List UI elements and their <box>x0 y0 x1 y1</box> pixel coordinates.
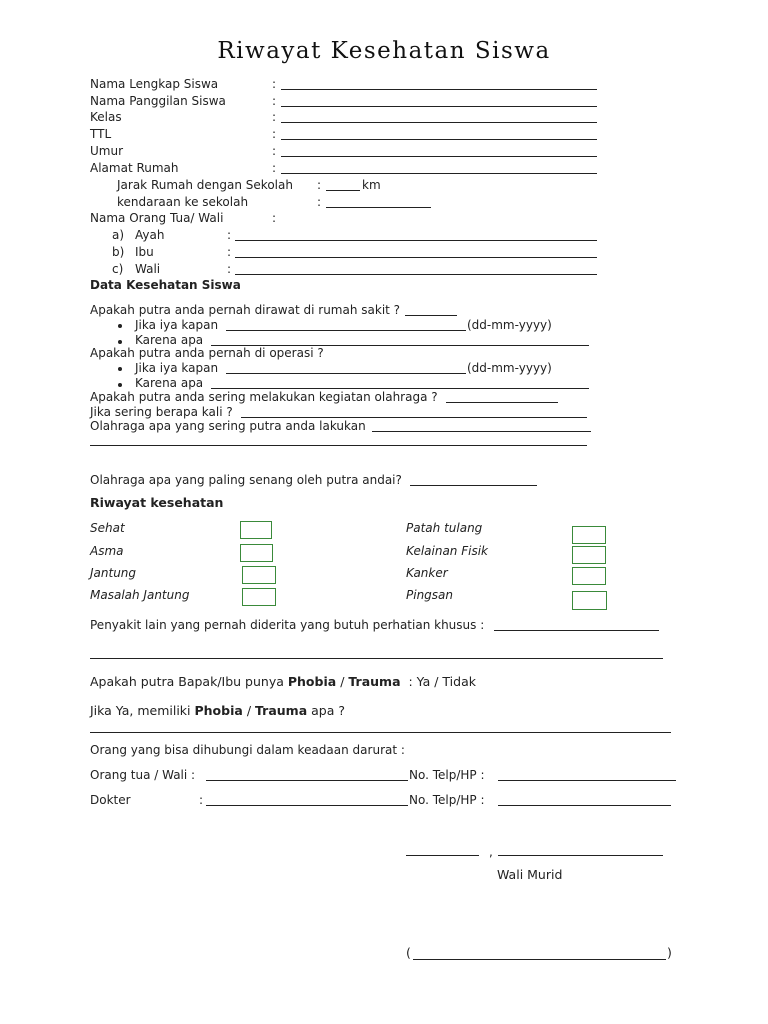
colon: : <box>227 262 232 276</box>
checkbox-pingsan[interactable] <box>572 591 607 610</box>
label-karena-apa: Karena apa <box>135 376 204 390</box>
field-jarak[interactable] <box>326 190 360 191</box>
label-jika-iya-kapan: Jika iya kapan <box>135 361 219 375</box>
field-olahraga-senang[interactable] <box>410 485 537 486</box>
question-olahraga: Apakah putra anda sering melakukan kegiatan olahraga ? <box>90 390 438 404</box>
slash: / <box>246 703 252 718</box>
field-penyakit-lain-cont[interactable] <box>90 658 663 659</box>
field-date[interactable] <box>498 855 663 856</box>
mark-b: b) <box>112 245 125 259</box>
field-umur[interactable] <box>281 156 597 157</box>
field-dokter[interactable] <box>206 805 408 806</box>
question-penyakit-lain: Penyakit lain yang pernah diderita yang butuh perhatian khusus : <box>90 618 485 632</box>
colon: : <box>272 127 277 141</box>
paren-close: ) <box>667 945 672 960</box>
colon: : <box>199 793 204 807</box>
label-nama-panggilan: Nama Panggilan Siswa <box>90 94 226 108</box>
checkbox-kelainan-fisik[interactable] <box>572 546 606 564</box>
condition-patah-tulang: Patah tulang <box>406 521 483 535</box>
question-operasi: Apakah putra anda pernah di operasi ? <box>90 346 324 360</box>
trauma-word: Trauma <box>255 703 308 718</box>
field-signature-name[interactable] <box>413 959 666 960</box>
phobia-word: Phobia <box>194 703 243 718</box>
condition-asma: Asma <box>90 544 124 558</box>
field-ibu[interactable] <box>235 257 597 258</box>
checkbox-patah-tulang[interactable] <box>572 526 606 544</box>
label-wali-murid: Wali Murid <box>497 867 563 882</box>
bullet <box>118 367 122 371</box>
colon: : <box>272 144 277 158</box>
section-heading-kesehatan: Data Kesehatan Siswa <box>90 278 241 292</box>
label-umur: Umur <box>90 144 124 158</box>
checkbox-asma[interactable] <box>240 544 273 562</box>
apa: apa ? <box>311 703 345 718</box>
field-jika-ya[interactable] <box>90 732 671 733</box>
condition-pingsan: Pingsan <box>406 588 454 602</box>
field-penyakit-lain[interactable] <box>494 630 659 631</box>
slash: / <box>340 674 345 689</box>
condition-masalah-jantung: Masalah Jantung <box>90 588 190 602</box>
label-orang-tua: Nama Orang Tua/ Wali <box>90 211 224 225</box>
label-jika-iya-kapan: Jika iya kapan <box>135 318 219 332</box>
condition-jantung: Jantung <box>90 566 137 580</box>
label-ayah: Ayah <box>135 228 165 242</box>
field-berapa-kali[interactable] <box>241 417 587 418</box>
paren-open: ( <box>406 945 411 960</box>
field-dirawat[interactable] <box>405 315 457 316</box>
colon: : <box>272 161 277 175</box>
colon: : <box>272 110 277 124</box>
field-no-telp-wali[interactable] <box>498 780 676 781</box>
colon: : <box>317 178 322 192</box>
condition-sehat: Sehat <box>90 521 125 535</box>
label-kelas: Kelas <box>90 110 122 124</box>
label-no-telp: No. Telp/HP : <box>409 768 485 782</box>
question-olahraga-senang: Olahraga apa yang paling senang oleh putra andai? <box>90 473 402 487</box>
colon: : <box>227 228 232 242</box>
mark-a: a) <box>112 228 125 242</box>
condition-kelainan-fisik: Kelainan Fisik <box>406 544 488 558</box>
field-olahraga-apa-cont[interactable] <box>90 445 587 446</box>
question-berapa-kali: Jika sering berapa kali ? <box>90 405 233 419</box>
field-wali[interactable] <box>235 274 597 275</box>
bullet <box>118 383 122 387</box>
section-heading-riwayat: Riwayat kesehatan <box>90 495 224 510</box>
bullet <box>118 324 122 328</box>
label-ibu: Ibu <box>135 245 154 259</box>
label-wali: Wali <box>135 262 161 276</box>
field-olahraga-apa[interactable] <box>372 431 591 432</box>
label-jarak: Jarak Rumah dengan Sekolah <box>117 178 293 192</box>
page-title: Riwayat Kesehatan Siswa <box>217 38 551 64</box>
label-dokter: Dokter <box>90 793 131 807</box>
question-olahraga-apa: Olahraga apa yang sering putra anda lakukan <box>90 419 366 433</box>
trauma-word: Trauma <box>348 674 401 689</box>
phobia-prefix: Apakah putra Bapak/Ibu punya <box>90 674 284 689</box>
checkbox-sehat[interactable] <box>240 521 272 539</box>
field-kendaraan[interactable] <box>326 207 431 208</box>
colon: : <box>272 77 277 91</box>
label-karena-apa: Karena apa <box>135 333 204 347</box>
label-no-telp: No. Telp/HP : <box>409 793 485 807</box>
field-no-telp-dokter[interactable] <box>498 805 671 806</box>
question-dirawat: Apakah putra anda pernah dirawat di rumah sakit ? <box>90 303 401 317</box>
label-ttl: TTL <box>90 127 112 141</box>
label-orang-tua-wali: Orang tua / Wali : <box>90 768 196 782</box>
field-alamat[interactable] <box>281 173 597 174</box>
colon: : <box>317 195 322 209</box>
label-darurat: Orang yang bisa dihubungi dalam keadaan darurat : <box>90 743 405 757</box>
ya-tidak: : Ya / Tidak <box>408 674 476 689</box>
date-format: (dd-mm-yyyy) <box>467 361 552 375</box>
field-olahraga[interactable] <box>446 402 558 403</box>
checkbox-jantung[interactable] <box>242 566 276 584</box>
colon: : <box>227 245 232 259</box>
field-operasi-kapan[interactable] <box>226 373 466 374</box>
label-alamat: Alamat Rumah <box>90 161 179 175</box>
colon: : <box>272 211 277 225</box>
checkbox-masalah-jantung[interactable] <box>242 588 276 606</box>
jika-ya-prefix: Jika Ya, memiliki <box>90 703 191 718</box>
field-nama-lengkap[interactable] <box>281 89 597 90</box>
mark-c: c) <box>112 262 124 276</box>
field-ayah[interactable] <box>235 240 597 241</box>
unit-km: km <box>362 178 381 192</box>
label-kendaraan: kendaraan ke sekolah <box>117 195 249 209</box>
field-dirawat-kapan[interactable] <box>226 330 466 331</box>
phobia-word: Phobia <box>287 674 337 689</box>
question-jika-ya <box>90 705 345 718</box>
question-phobia <box>90 676 476 689</box>
field-kelas[interactable] <box>281 122 597 123</box>
field-orang-tua-wali[interactable] <box>206 780 408 781</box>
comma: , <box>489 845 493 859</box>
field-operasi-karena[interactable] <box>211 388 589 389</box>
field-ttl[interactable] <box>281 139 597 140</box>
condition-kanker: Kanker <box>406 566 448 580</box>
colon: : <box>272 94 277 108</box>
bullet <box>118 340 122 344</box>
label-nama-lengkap: Nama Lengkap Siswa <box>90 77 219 91</box>
date-format: (dd-mm-yyyy) <box>467 318 552 332</box>
checkbox-kanker[interactable] <box>572 567 606 585</box>
field-nama-panggilan[interactable] <box>281 106 597 107</box>
field-place[interactable] <box>406 855 479 856</box>
